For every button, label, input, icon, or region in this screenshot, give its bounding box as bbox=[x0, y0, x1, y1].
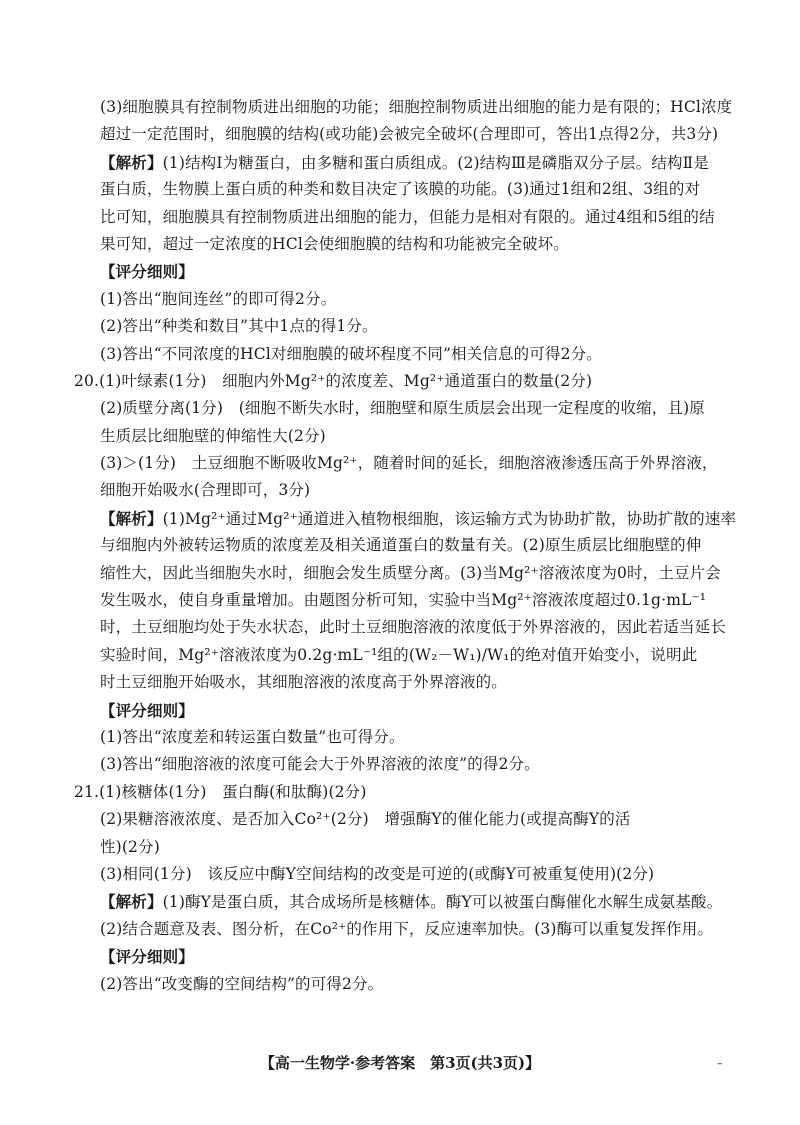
text-line: 缩性大，因此当细胞失水时，细胞会发生质壁分离。(3)当Mg²⁺溶液浓度为0时，土豆片会 bbox=[100, 563, 721, 582]
text-line: (2)答出“种类和数目”其中1点的得1分。 bbox=[100, 317, 378, 336]
text-line: (1)答出“浓度差和转运蛋白数量”也可得分。 bbox=[100, 727, 405, 746]
section-heading-scoring: 【评分细则】 bbox=[100, 262, 194, 282]
text-line: (2)结合题意及表、图分析，在Co²⁺的作用下，反应速率加快。(3)酶可以重复发挥作用。 bbox=[100, 919, 714, 938]
text-line: (3)细胞膜具有控制物质进出细胞的功能；细胞控制物质进出细胞的能力是有限的；HCl浓度 bbox=[100, 98, 733, 116]
text-line: 细胞开始吸水(合理即可，3分) bbox=[100, 481, 311, 500]
page-footer: 【高一生物学·参考答案 第3页(共3页)】 bbox=[259, 1054, 541, 1072]
text-line: 与细胞内外被转运物质的浓度差及相关通道蛋白的数量有关。(2)原生质层比细胞壁的伸 bbox=[100, 536, 702, 555]
analysis-label: 【解析】 bbox=[100, 508, 163, 528]
text-line: (3)＞(1分) 土豆细胞不断吸收Mg²⁺，随着时间的延长，细胞溶液渗透压高于外界溶液， bbox=[100, 454, 718, 473]
text-line: (2)果糖溶液浓度、是否加入Co²⁺(2分) 增强酶Y的催化能力(或提高酶Y的活 bbox=[100, 810, 631, 829]
analysis-line: 【解析】(1)结构Ⅰ为糖蛋白，由多糖和蛋白质组成。(2)结构Ⅲ是磷脂双分子层。结构Ⅱ是 bbox=[100, 152, 709, 172]
analysis-label: 【解析】 bbox=[100, 152, 163, 172]
text-line: 时，土豆细胞均处于失水状态，此时土豆细胞溶液的浓度低于外界溶液的，因此若适当延长 bbox=[100, 618, 727, 637]
text-line: (1)答出“胞间连丝”的即可得2分。 bbox=[100, 289, 337, 308]
text-line: (3)答出“不同浓度的HCl对细胞膜的破坏程度不同”相关信息的可得2分。 bbox=[100, 344, 602, 363]
text-line: 蛋白质，生物膜上蛋白质的种类和数目决定了该膜的功能。(3)通过1组和2组、3组的对 bbox=[100, 180, 701, 199]
text-line: 时土豆细胞开始吸水，其细胞溶液的浓度高于外界溶液的。 bbox=[100, 673, 507, 692]
analysis-label: 【解析】 bbox=[100, 892, 163, 912]
text-line: 发生吸水，使自身重量增加。由题图分析可知，实验中当Mg²⁺溶液浓度超过0.1g·mL⁻¹ bbox=[100, 591, 707, 610]
text-line: 超过一定范围时，细胞膜的结构(或功能)会被完全破坏(合理即可，答出1点得2分，共3分) bbox=[100, 125, 719, 144]
text-line: (2)答出“改变酶的空间结构”的可得2分。 bbox=[100, 974, 384, 993]
question-20-line: 20.(1)叶绿素(1分) 细胞内外Mg²⁺的浓度差、Mg²⁺通道蛋白的数量(2分) bbox=[74, 371, 593, 390]
section-heading-scoring: 【评分细则】 bbox=[100, 947, 194, 967]
text-line: 性)(2分) bbox=[100, 837, 160, 856]
text-line: 生质层比细胞壁的伸缩性大(2分) bbox=[100, 426, 326, 445]
page-content bbox=[74, 94, 737, 998]
analysis-line: 【解析】(1)Mg²⁺通过Mg²⁺通道进入植物根细胞，该运输方式为协助扩散，协助扩散的速率 bbox=[100, 508, 737, 528]
analysis-line: 【解析】(1)酶Y是蛋白质，其合成场所是核糖体。酶Y可以被蛋白酶催化水解生成氨基酸。 bbox=[100, 892, 723, 912]
question-21-line: 21.(1)核糖体(1分) 蛋白酶(和肽酶)(2分) bbox=[74, 782, 367, 801]
text-line: (3)相同(1分) 该反应中酶Y空间结构的改变是可逆的(或酶Y可被重复使用)(2分) bbox=[100, 864, 655, 883]
text-line: (2)质壁分离(1分) (细胞不断失水时，细胞壁和原生质层会出现一定程度的收缩，且)原 bbox=[100, 399, 705, 418]
text-line: 实验时间，Mg²⁺溶液浓度为0.2g·mL⁻¹组的(W₂－W₁)/W₁的绝对值开始变小，说明此 bbox=[100, 645, 698, 664]
text-line: 比可知，细胞膜具有控制物质进出细胞的能力，但能力是相对有限的。通过4组和5组的结 bbox=[100, 207, 715, 226]
section-heading-scoring: 【评分细则】 bbox=[100, 700, 194, 720]
corner-mark: – bbox=[717, 1057, 723, 1070]
text-line: 果可知，超过一定浓度的HCl会使细胞膜的结构和功能被完全破坏。 bbox=[100, 234, 569, 253]
text-line: (3)答出“细胞溶液的浓度可能会大于外界溶液的浓度”的得2分。 bbox=[100, 755, 540, 774]
